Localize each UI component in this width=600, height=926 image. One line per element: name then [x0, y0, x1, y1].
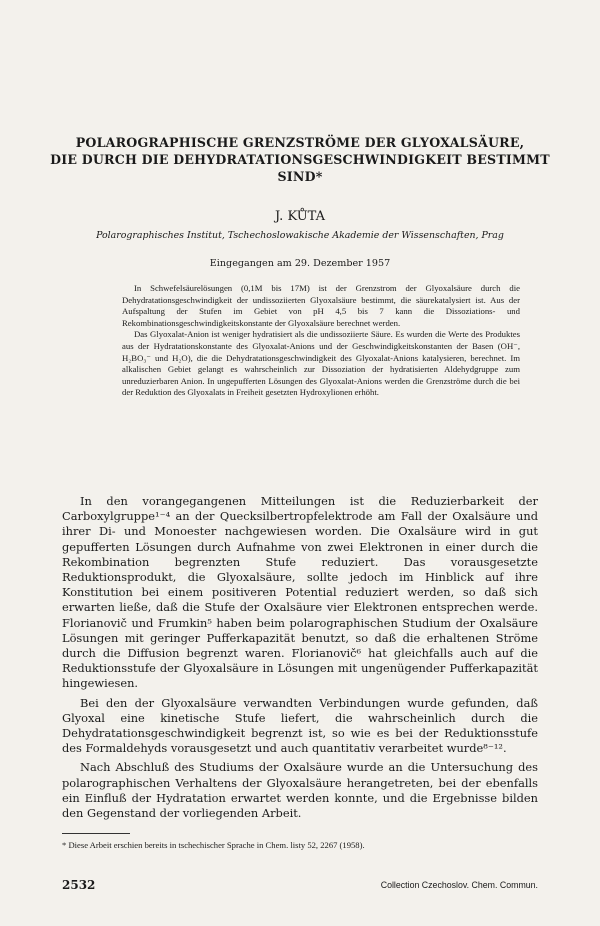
- title-line: POLAROGRAPHISCHE GRENZSTRÖME DER GLYOXALSÄURE,: [75, 135, 525, 150]
- affiliation: Polarographisches Institut, Tschechoslowakische Akademie der Wissenschaften, Prag: [96, 230, 504, 241]
- abstract-paragraph: Das Glyoxalat-Anion ist weniger hydratisiert als die undissoziierte Säure. Es wurden die Werte des Produktes aus der Hydratationskonstante des Glyoxalat-Anions und der Geschwindigkeitskonstanten der Basen (OH⁻, H₂BO₃⁻ und H₂O), die die Dehydratationsgeschwindigkeit des Glyoxalat-Anions katalysieren, berechnet. Im alkalischen Gebiet gelangt es wahrscheinlich zur Dissoziation der hydratisierten Aldehydgruppe zum unreduzierbaren Anion. In ungepufferten Lösungen des Glyoxalat-Anions werden die Grenzströme durch die bei der Reduktion des Glyoxalats in Freiheit gesetzten Hydroxylionen erhöht.: [122, 329, 520, 398]
- body-paragraph: In den vorangegangenen Mitteilungen ist die Reduzierbarkeit der Carboxylgruppe¹⁻⁴ an der Quecksilbertropfelektrode am Fall der Oxalsäure und ihrer Di- und Monoester nachgewiesen worden. Die Oxalsäure wird in gut gepufferten Lösungen durch Aufnahme von zwei Elektronen in einer durch die Rekombination begrenzten Stufe reduziert. Das vorausgesetzte Reduktionsprodukt, die Glyoxalsäure, sollte jedoch im Hinblick auf ihre Konstitution bei einem positiveren Potential reduziert werden, so daß sich erwarten ließe, daß die Stufe der Oxalsäure vier Elektronen entsprechen werde. Florianovič und Frumkin⁵ haben beim polarographischen Studium der Oxalsäure Lösungen mit geringer Pufferkapazität benutzt, so daß die erhaltenen Ströme durch die Diffusion begrenzt waren. Florianovič⁶ hat gleichfalls auch auf die Reduktionsstufe der Glyoxalsäure in Lösungen mit ungenügender Pufferkapazität hingewiesen.: [62, 494, 538, 691]
- title-line: DIE DURCH DIE DEHYDRATATIONSGESCHWINDIGKEIT BESTIMMT: [50, 152, 550, 167]
- journal-name: Collection Czechoslov. Chem. Commun.: [380, 880, 538, 890]
- footnote-divider: [62, 833, 130, 834]
- body-text: [62, 494, 538, 825]
- abstract-paragraph: In Schwefelsäurelösungen (0,1M bis 17M) ist der Grenzstrom der Glyoxalsäure durch die Dehydratationsgeschwindigkeit der undissoziierten Glyoxalsäure bestimmt, die säurekatalysiert ist. Aus der Aufspaltung der Stufen im Gebiet von pH 4,5 bis 7 kann die Dissoziations- und Rekombinationsgeschwindigkeitskonstante der Glyoxalsäure berechnet werden.: [122, 283, 520, 328]
- abstract: [122, 283, 520, 399]
- received-date: Eingegangen am 29. Dezember 1957: [209, 258, 391, 269]
- body-paragraph: Bei den der Glyoxalsäure verwandten Verbindungen wurde gefunden, daß Glyoxal eine kinetische Stufe liefert, die wahrscheinlich durch die Dehydratationsgeschwindigkeit begrenzt ist, so wie es bei der Reduktionsstufe des Formaldehyds vorausgesetzt und auch quantitativ verarbeitet wurde⁸⁻¹².: [62, 695, 538, 756]
- article-title: [40, 134, 560, 185]
- page-number: 2532: [62, 878, 96, 892]
- author-name: J. KŮTA: [274, 209, 326, 224]
- footnote: * Diese Arbeit erschien bereits in tschechischer Sprache in Chem. listy 52, 2267 (1958).: [62, 840, 365, 850]
- title-line: SIND*: [277, 169, 323, 184]
- body-paragraph: Nach Abschluß des Studiums der Oxalsäure wurde an die Untersuchung des polarographischen Verhaltens der Glyoxalsäure herangetreten, bei der ebenfalls ein Einfluß der Hydratation erwartet werden konnte, und die Ergebnisse bilden den Gegenstand der vorliegenden Arbeit.: [62, 760, 538, 821]
